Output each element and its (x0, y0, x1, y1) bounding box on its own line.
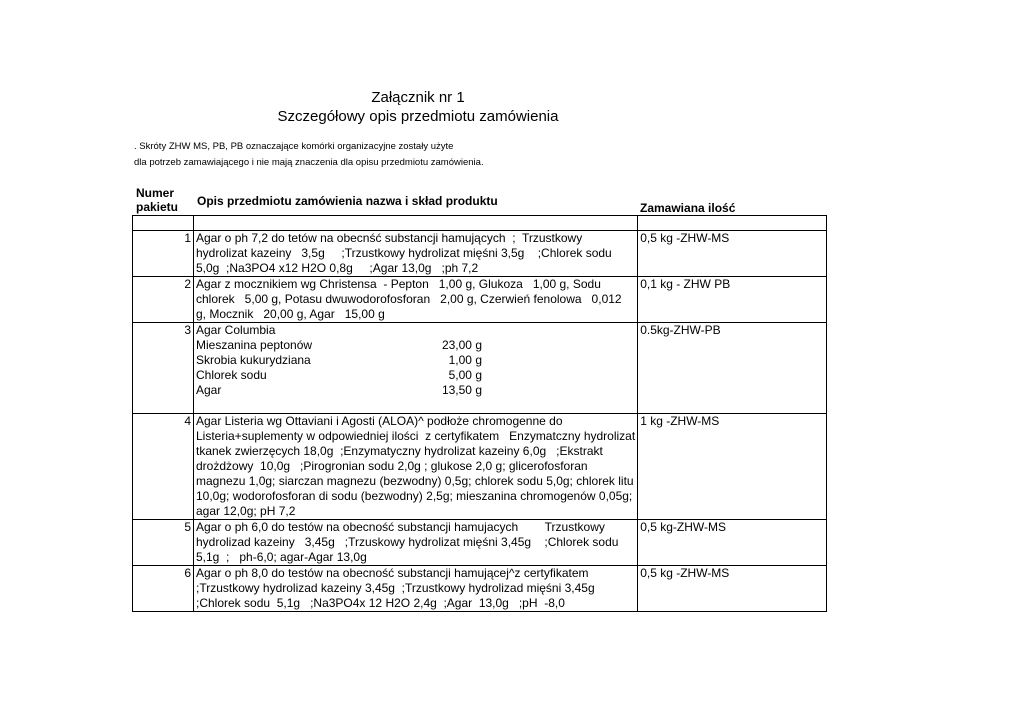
product-description-cell (194, 231, 638, 277)
description-line: ;Chlorek sodu 5,1g ;Na3PO4x 12 H2O 2,4g ;Agar 13,0g ;pH -8,0 (196, 596, 565, 610)
package-number-cell: 3 (133, 323, 194, 414)
table-row (133, 323, 827, 414)
ingredient-amount: 13,50 g (441, 383, 482, 397)
order-table (132, 215, 827, 612)
package-number-cell: 5 (133, 520, 194, 566)
ordered-quantity-cell: 0.5kg-ZHW-PB (638, 323, 827, 414)
ingredient-row (196, 353, 482, 368)
description-line: Agar z mocznikiem wg Christensa - Pepton 1,00 g, Glukoza 1,00 g, Sodu (196, 277, 601, 291)
description-line: Agar Columbia (196, 323, 276, 337)
ordered-quantity-cell: 0,1 kg - ZHW PB (638, 277, 827, 323)
table-row (133, 566, 827, 612)
description-line: hydrolizat kazeiny 3,5g ;Trzustkowy hydrolizat mięśni 3,5g ;Chlorek sodu (196, 246, 612, 260)
ingredient-row (196, 383, 482, 398)
abbreviation-note-line-2: dla potrzeb zamawiającego i nie mają znaczenia dla opisu przedmiotu zamówienia. (134, 157, 484, 168)
package-number-cell: 1 (133, 231, 194, 277)
ordered-quantity-cell: 0,5 kg -ZHW-MS (638, 566, 827, 612)
document-subtitle: Szczegółowy opis przedmiotu zamówienia (277, 108, 559, 125)
package-number-cell: 4 (133, 414, 194, 520)
product-description-cell (194, 277, 638, 323)
description-line: Agar o ph 7,2 do tetów na obecnść substancji hamujących ; Trzustkowy (196, 231, 583, 245)
ingredient-amount: 5,00 g (448, 368, 482, 382)
description-line: 5,1g ; ph-6,0; agar-Agar 13,0g (196, 550, 367, 564)
product-description-cell (194, 520, 638, 566)
ingredient-row (196, 368, 482, 383)
spacer-line (196, 398, 635, 413)
description-line: 5,0g ;Na3PO4 x12 H2O 0,8g ;Agar 13,0g ;ph 7,2 (196, 261, 479, 275)
ordered-quantity-cell: 0,5 kg-ZHW-MS (638, 520, 827, 566)
ordered-quantity-cell: 1 kg -ZHW-MS (638, 414, 827, 520)
ingredient-name: Skrobia kukurydziana (196, 353, 311, 367)
description-line: 10,0g; wodorofosforan di sodu (bezwodny) 2,5g; mieszanina chromogenów 0,05g; (196, 489, 633, 503)
ingredient-row (196, 338, 482, 353)
description-line: magnezu 1,0g; siarczan magnezu (bezwodny) 0,5g; chlorek sodu 5,0g; chlorek litu (196, 474, 634, 488)
ingredient-name: Agar (196, 383, 222, 397)
table-row (133, 414, 827, 520)
description-line: g, Mocznik 20,00 g, Agar 15,00 g (196, 307, 385, 321)
table-row (133, 231, 827, 277)
product-description-cell (194, 323, 638, 414)
product-description-cell (194, 566, 638, 612)
table-row (133, 277, 827, 323)
header-package-number: Numer pakietu (136, 186, 179, 214)
ingredient-amount: 1,00 g (448, 353, 482, 367)
description-line: ;Trzustkowy hydrolizad kazeiny 3,45g ;Trzustkowy hydrolizad mięśni 3,45g (196, 581, 595, 595)
description-line: Agar o ph 6,0 do testów na obecność substancji hamujacych Trzustkowy (196, 520, 605, 534)
table-blank-row (133, 216, 827, 231)
ingredient-name: Chlorek sodu (196, 368, 267, 382)
description-line: drożdżowy 10,0g ;Pirogronian sodu 2,0g ; glukose 2,0 g; glicerofosforan (196, 459, 588, 473)
abbreviation-note-line-1: . Skróty ZHW MS, PB, PB oznaczające komórki organizacyjne zostały użyte (134, 141, 454, 152)
description-line: Agar o ph 8,0 do testów na obecność substancji hamującej^z certyfikatem (196, 566, 589, 580)
table-row (133, 520, 827, 566)
package-number-cell: 2 (133, 277, 194, 323)
header-quantity: Zamawiana ilość (640, 201, 736, 215)
product-description-cell (194, 414, 638, 520)
description-line: hydrolizad kazeiny 3,45g ;Trzuskowy hydrolizat mięśni 3,45g ;Chlorek sodu (196, 535, 619, 549)
description-line: Listeria+suplementy w odpowiedniej ilości z certyfikatem Enzymatczny hydrolizat (196, 429, 636, 443)
ingredient-name: Mieszanina peptonów (196, 338, 313, 352)
description-line: tkanek zwierzęcych 18,0g ;Enzymatyczny hydrolizat kazeiny 6,0g ;Ekstrakt (196, 444, 603, 458)
ingredient-amount: 23,00 g (441, 338, 482, 352)
attachment-title: Załącznik nr 1 (371, 89, 465, 106)
package-number-cell: 6 (133, 566, 194, 612)
ordered-quantity-cell: 0,5 kg -ZHW-MS (638, 231, 827, 277)
description-line: agar 12,0g; pH 7,2 (196, 504, 296, 518)
header-description: Opis przedmiotu zamówienia nazwa i skład produktu (197, 194, 498, 208)
description-line: Agar Listeria wg Ottaviani i Agosti (ALOA)^ podłoże chromogenne do (196, 414, 563, 428)
description-line: chlorek 5,00 g, Potasu dwuwodorofosforan 2,00 g, Czerwień fenolowa 0,012 (196, 292, 622, 306)
